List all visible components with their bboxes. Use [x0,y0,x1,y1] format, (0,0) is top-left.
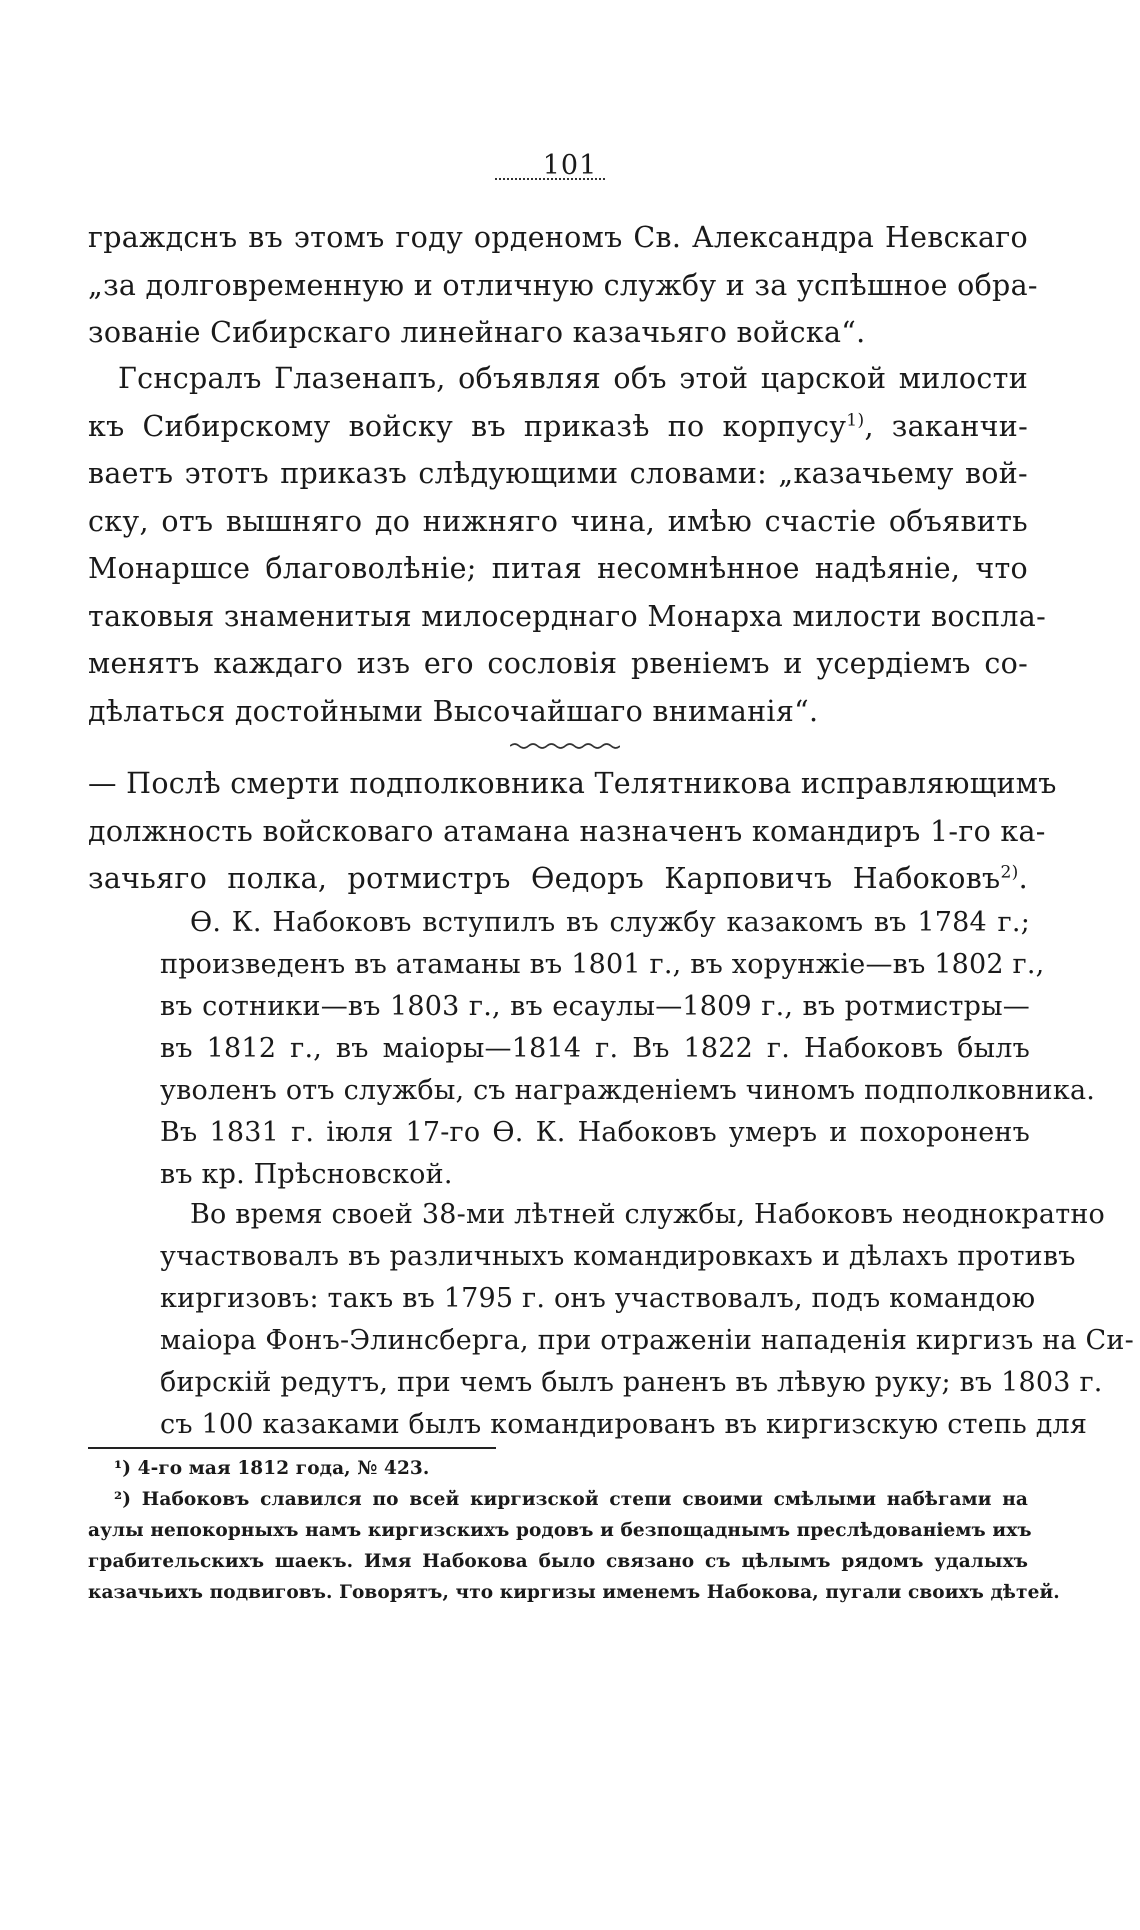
text-line: дѣлаться достойными Высочайшаго вниманія“. [88,694,819,728]
text-line: менятъ каждаго изъ его сословія рвеніемъ и усердіемъ со- [88,647,1028,680]
page-number-dotted-rule [495,178,605,180]
footnote-2-line: аулы непокорныхъ намъ киргизскихъ родовъ и безпощаднымъ преслѣдованіемъ ихъ [88,1520,1032,1541]
text-line: Гснсралъ Глазенапъ, объявляя объ этой царской милости [118,362,1028,395]
paragraph-nabokov-appointment [88,760,1057,903]
text-line: ску, отъ вышняго до нижняго чина, имѣю счастіе объявить [88,504,1028,538]
footnote-1: ¹) 4-го мая 1812 года, № 423. [114,1458,430,1479]
text-line: киргизовъ: такъ въ 1795 г. онъ участвовалъ, подъ командою [160,1283,1036,1314]
text-line: граждснъ въ этомъ году орденомъ Св. Александра Невскаго [88,221,1028,254]
footnote-2-line: казачьихъ подвиговъ. Говорятъ, что киргизы именемъ Набокова, пугали своихъ дѣтей. [88,1582,1060,1603]
text-line: съ 100 казаками былъ командированъ въ киргизскую степь для [160,1409,1088,1440]
text-line: Ө. К. Набоковъ вступилъ въ службу казакомъ въ 1784 г.; [190,907,1030,938]
section-divider-wave [510,742,620,750]
text-line: бирскій редутъ, при чемъ былъ раненъ въ лѣвую руку; въ 1803 г. [160,1367,1103,1398]
page-number: 101 [542,150,598,181]
text-line: ваетъ этотъ приказъ слѣдующими словами: „казачьему вой- [88,457,1028,490]
text-line: должность войсковаго атамана назначенъ командиръ 1-го ка- [88,814,1046,848]
text-line: Во время своей 38-ми лѣтней службы, Набоковъ неоднократно [190,1199,1105,1230]
subparagraph-nabokov-service [160,1194,1134,1446]
text-line: уволенъ отъ службы, съ награжденіемъ чиномъ подполковника. [160,1075,1096,1106]
text-line: маіора Фонъ-Элинсберга, при отраженіи нападенія киргизъ на Си- [160,1325,1134,1356]
text-line: зачьяго полка, ротмистръ Өедоръ Карповичъ Набоковъ$^{2)}$. [88,862,1028,895]
text-line: къ Сибирскому войску въ приказѣ по корпусу$^{1)}$, заканчи- [88,409,1029,443]
footnote-ref-1: 1) [846,410,865,430]
footnote-separator [88,1447,496,1449]
text-line: „за долговременную и отличную службу и за успѣшное обра- [88,268,1038,302]
footnote-2-line: грабительскихъ шаекъ. Имя Набокова было связано съ цѣлымъ рядомъ удалыхъ [88,1551,1028,1572]
text-line: въ 1812 г., въ маіоры—1814 г. Въ 1822 г. Набоковъ былъ [160,1033,1030,1064]
footnotes [88,1453,1060,1608]
text-line: таковыя знаменитыя милосерднаго Монарха милости воспла- [88,599,1047,633]
paragraph-continuation [88,214,1038,357]
text-line: въ сотники—въ 1803 г., въ есаулы—1809 г., въ ротмистры— [160,991,1030,1022]
text-line: участвовалъ въ различныхъ командировкахъ и дѣлахъ противъ [160,1241,1076,1272]
text-line: зованіе Сибирскаго линейнаго казачьяго войска“. [88,316,866,349]
text-line: — Послѣ смерти подполковника Телятникова исправляющимъ [88,767,1057,800]
paragraph-glazenap-order [88,355,1047,735]
footnote-ref-2: 2) [1000,862,1019,883]
footnote-2: ²) Набоковъ славился по всей киргизской степи своими смѣлыми набѣгами на [114,1489,1028,1510]
subparagraph-nabokov-biography [160,902,1096,1196]
text-line: Въ 1831 г. іюля 17-го Ө. К. Набоковъ умеръ и похороненъ [160,1117,1030,1148]
text-line: Монаршсе благоволѣніе; питая несомнѣнное надѣяніе, что [88,552,1028,585]
text-line: въ кр. Прѣсновской. [160,1159,453,1190]
text-line: произведенъ въ атаманы въ 1801 г., въ хорунжіе—въ 1802 г., [160,949,1045,980]
